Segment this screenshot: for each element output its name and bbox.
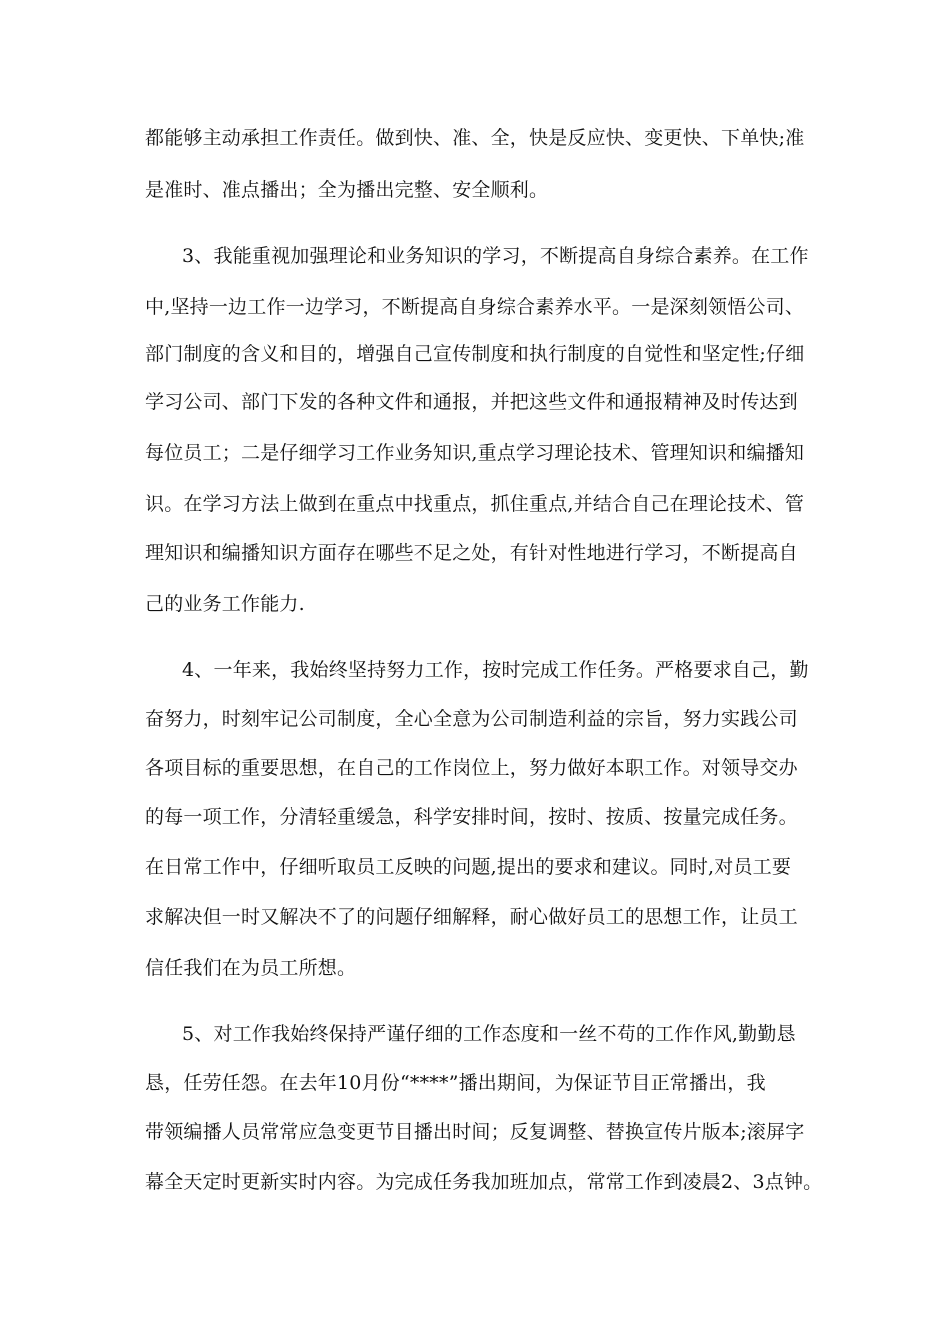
paragraph-4-line-3: 各项目标的重要思想，在自己的工作岗位上，努力做好本职工作。对领导交办 bbox=[145, 757, 798, 779]
paragraph-4-line-2: 奋努力，时刻牢记公司制度，全心全意为公司制造利益的宗旨，努力实践公司 bbox=[145, 708, 798, 730]
paragraph-3-line-7: 理知识和编播知识方面存在哪些不足之处，有针对性地进行学习，不断提高自 bbox=[145, 542, 798, 564]
paragraph-4-line-7: 信任我们在为员工所想。 bbox=[145, 957, 357, 979]
paragraph-3-line-8: 己的业务工作能力. bbox=[145, 593, 305, 615]
paragraph-3-line-4: 学习公司、部门下发的各种文件和通报，并把这些文件和通报精神及时传达到 bbox=[145, 391, 798, 413]
paragraph-5-line-3: 带领编播人员常常应急变更节目播出时间；反复调整、替换宣传片版本;滚屏字 bbox=[145, 1121, 805, 1143]
paragraph-3-line-5: 每位员工；二是仔细学习工作业务知识,重点学习理论技术、管理知识和编播知 bbox=[145, 442, 805, 464]
paragraph-3-line-3: 部门制度的含义和目的，增强自己宣传制度和执行制度的自觉性和坚定性;仔细 bbox=[145, 343, 805, 365]
paragraph-5-line-4: 幕全天定时更新实时内容。为完成任务我加班加点，常常工作到凌晨2、3点钟。 bbox=[145, 1171, 823, 1193]
paragraph-5-line-2: 恳，任劳任怨。在去年10月份“****”播出期间，为保证节目正常播出，我 bbox=[145, 1072, 766, 1094]
paragraph-4-line-4: 的每一项工作，分清轻重缓急，科学安排时间，按时、按质、按量完成任务。 bbox=[145, 806, 798, 828]
paragraph-2-line-1: 都能够主动承担工作责任。做到快、准、全，快是反应快、变更快、下单快;准 bbox=[145, 127, 805, 149]
paragraph-4-line-1: 4、一年来，我始终坚持努力工作，按时完成工作任务。严格要求自己，勤 bbox=[182, 659, 809, 681]
paragraph-3-line-2: 中,坚持一边工作一边学习，不断提高自身综合素养水平。一是深刻领悟公司、 bbox=[145, 296, 805, 318]
paragraph-3-line-6: 识。在学习方法上做到在重点中找重点，抓住重点,并结合自己在理论技术、管 bbox=[145, 493, 805, 515]
paragraph-4-line-5: 在日常工作中，仔细听取员工反映的问题,提出的要求和建议。同时,对员工要 bbox=[145, 856, 792, 878]
paragraph-4-line-6: 求解决但一时又解决不了的问题仔细解释，耐心做好员工的思想工作，让员工 bbox=[145, 906, 798, 928]
paragraph-5-line-1: 5、对工作我始终保持严谨仔细的工作态度和一丝不苟的工作作风,勤勤恳 bbox=[182, 1023, 796, 1045]
paragraph-3-line-1: 3、我能重视加强理论和业务知识的学习，不断提高自身综合素养。在工作 bbox=[182, 245, 809, 267]
paragraph-2-line-2: 是准时、准点播出；全为播出完整、安全顺利。 bbox=[145, 179, 549, 201]
